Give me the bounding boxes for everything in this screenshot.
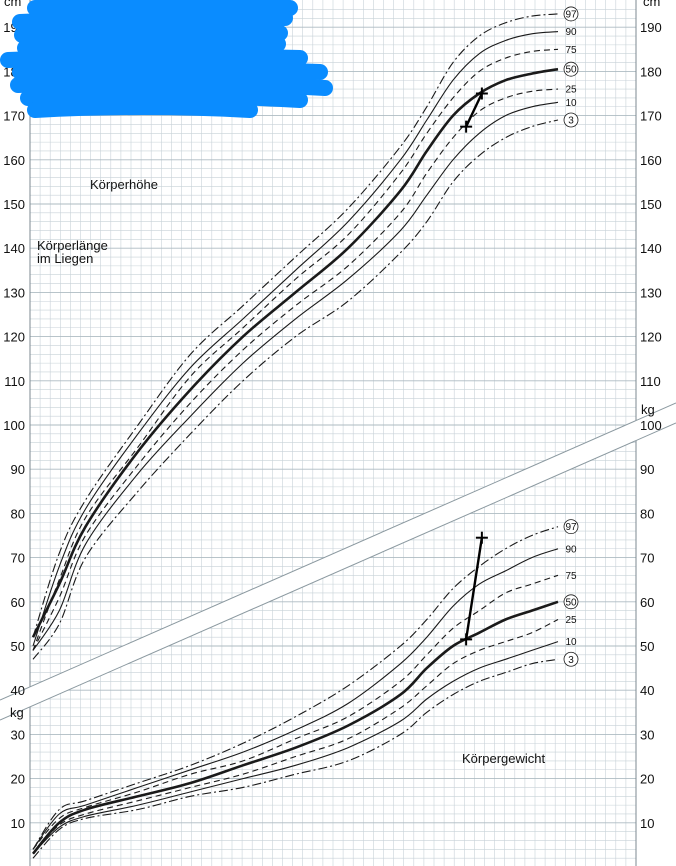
tick-left: 10: [10, 815, 25, 831]
label-length-lying-1: Körperlänge: [37, 238, 108, 253]
unit-left-weight: kg: [10, 705, 24, 720]
unit-right-top: cm: [643, 0, 661, 9]
grid: [30, 0, 636, 866]
tick-right: 130: [640, 285, 662, 301]
tick-right: 10: [640, 815, 655, 831]
tick-left: 130: [3, 285, 25, 301]
tick-left: 60: [10, 594, 25, 610]
redaction-stroke: [20, 69, 320, 72]
unit-left-top: cm: [4, 0, 22, 9]
tick-left: 140: [3, 241, 25, 257]
height-label-p50: 50: [565, 64, 577, 76]
tick-right: 190: [640, 20, 662, 36]
redaction-stroke: [35, 5, 290, 8]
tick-right: 180: [640, 64, 662, 80]
tick-left: 80: [10, 506, 25, 522]
redaction-stroke: [20, 18, 285, 23]
height-label-p97: 97: [565, 9, 577, 21]
tick-right: 50: [640, 639, 655, 654]
redaction-stroke: [18, 83, 325, 88]
height-label-p25: 25: [565, 84, 577, 96]
tick-left: 50: [10, 639, 25, 654]
height-label-p3: 3: [568, 115, 574, 127]
weight-label-p10: 10: [565, 637, 577, 649]
tick-left: 30: [10, 727, 25, 743]
tick-right: 70: [640, 550, 655, 566]
label-height-standing: Körperhöhe: [90, 177, 158, 192]
tick-left: 120: [3, 329, 25, 345]
tick-left: 20: [10, 771, 25, 787]
tick-left: 180: [3, 64, 25, 80]
tick-left: 170: [3, 108, 25, 124]
tick-right: 170: [640, 108, 662, 124]
tick-right: 60: [640, 594, 655, 610]
redaction-stroke: [22, 31, 280, 35]
tick-right: 30: [640, 727, 655, 743]
weight-label-p90: 90: [565, 544, 577, 556]
redaction-stroke: [25, 44, 278, 49]
height-label-p10: 10: [565, 97, 577, 109]
tick-left: 160: [3, 152, 25, 168]
height-label-p75: 75: [565, 44, 577, 56]
weight-label-p50: 50: [565, 597, 577, 609]
tick-right: 80: [640, 506, 655, 522]
tick-left: 70: [10, 550, 25, 566]
tick-left: 110: [4, 373, 25, 389]
weight-label-p3: 3: [568, 654, 574, 666]
tick-right: 110: [640, 373, 661, 389]
tick-right: 40: [640, 683, 655, 699]
redaction-stroke: [8, 56, 300, 60]
weight-label-p25: 25: [565, 614, 577, 626]
tick-left: 100: [3, 418, 25, 433]
tick-left: 90: [10, 462, 25, 478]
tick-left: 190: [3, 20, 25, 36]
label-weight: Körpergewicht: [462, 751, 546, 766]
tick-right: 120: [640, 329, 662, 345]
redaction-scribble: [8, 5, 325, 110]
weight-label-p97: 97: [565, 522, 577, 534]
tick-right: 20: [640, 771, 655, 787]
height-label-p90: 90: [565, 27, 577, 39]
tick-right: 150: [640, 197, 662, 212]
unit-right-weight: kg: [641, 402, 655, 417]
tick-right: 90: [640, 462, 655, 478]
tick-right: 160: [640, 152, 662, 168]
tick-right: 140: [640, 241, 662, 257]
weight-label-p75: 75: [565, 570, 577, 582]
label-length-lying-2: im Liegen: [37, 251, 94, 266]
redaction-stroke: [35, 107, 250, 110]
tick-right: 100: [640, 418, 662, 433]
tick-left: 40: [10, 683, 25, 699]
tick-left: 150: [3, 197, 25, 212]
